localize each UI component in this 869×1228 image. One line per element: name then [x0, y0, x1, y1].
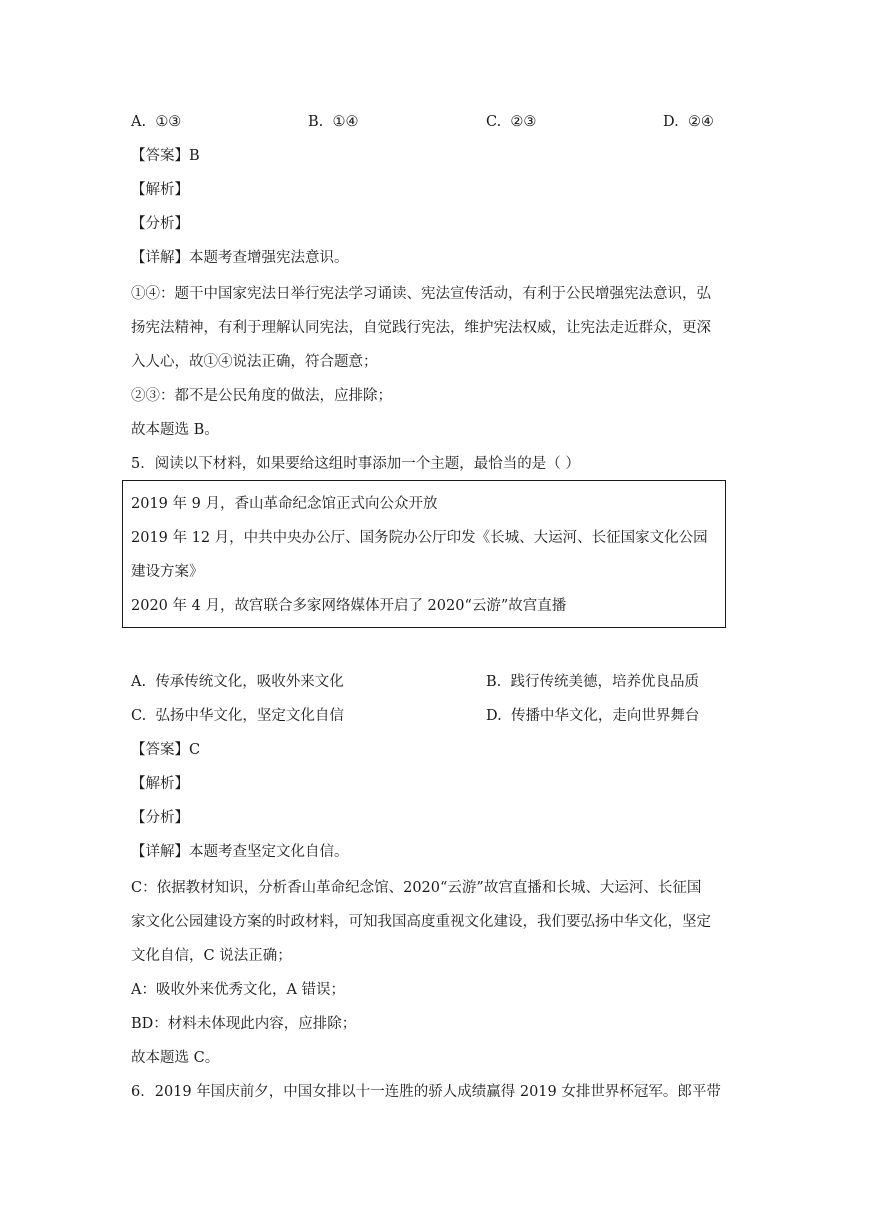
q4-option-c: C. ②③ — [486, 114, 537, 130]
q4-answer: 【答案】B — [131, 148, 200, 164]
q5-fenxi-heading: 【分析】 — [131, 810, 189, 826]
q5-explanation-line: 家文化公园建设方案的时政材料，可知我国高度重视文化建设，我们要弘扬中华文化，坚定 — [131, 914, 711, 930]
q5-material-line: 2019 年 12 月，中共中央办公厅、国务院办公厅印发《长城、大运河、长征国家文化公园 — [131, 530, 708, 546]
q4-conclusion: 故本题选 B。 — [131, 422, 219, 438]
q5-explanation-line: BD：材料未体现此内容，应排除； — [131, 1016, 357, 1032]
q4-explanation-line: ①④：题干中国家宪法日举行宪法学习诵读、宪法宣传活动，有利于公民增强宪法意识，弘 — [131, 286, 711, 302]
q4-fenxi-heading: 【分析】 — [131, 216, 189, 232]
q5-option-d: D. 传播中华文化，走向世界舞台 — [486, 708, 700, 724]
q5-option-c: C. 弘扬中华文化，坚定文化自信 — [131, 708, 344, 724]
q4-explanation-line: 扬宪法精神，有利于理解认同宪法，自觉践行宪法，维护宪法权威，让宪法走近群众，更深 — [131, 320, 711, 336]
q4-explanation-line: 入人心，故①④说法正确，符合题意； — [131, 354, 378, 370]
q5-explanation-line: C：依据教材知识，分析香山革命纪念馆、2020“云游”故宫直播和长城、大运河、长征国 — [131, 880, 702, 896]
q4-explanation-line: ②③：都不是公民角度的做法，应排除； — [131, 388, 392, 404]
q4-option-d: D. ②④ — [663, 114, 714, 130]
q4-option-b: B. ①④ — [308, 114, 359, 130]
q5-option-b: B. 践行传统美德，培养优良品质 — [486, 674, 699, 690]
q5-jiexi-heading: 【解析】 — [131, 776, 189, 792]
q5-explanation-line: A：吸收外来优秀文化，A 错误； — [131, 982, 346, 998]
q5-material-line: 建设方案》 — [131, 564, 204, 580]
q5-detail: 【详解】本题考查坚定文化自信。 — [131, 844, 349, 860]
q5-stem: 5．阅读以下材料，如果要给这组时事添加一个主题，最恰当的是（ ） — [131, 456, 580, 472]
q5-conclusion: 故本题选 C。 — [131, 1050, 220, 1066]
q5-option-a: A. 传承传统文化，吸收外来文化 — [131, 674, 344, 690]
q5-answer: 【答案】C — [131, 742, 201, 758]
q4-option-a: A. ①③ — [131, 114, 182, 130]
q4-detail: 【详解】本题考查增强宪法意识。 — [131, 250, 349, 266]
q6-stem: 6．2019 年国庆前夕，中国女排以十一连胜的骄人成绩赢得 2019 女排世界杯冠军。郎平带 — [131, 1084, 721, 1100]
q5-explanation-line: 文化自信，C 说法正确； — [131, 948, 292, 964]
q5-material-line: 2019 年 9 月，香山革命纪念馆正式向公众开放 — [131, 496, 438, 512]
q4-jiexi-heading: 【解析】 — [131, 182, 189, 198]
q5-material-line: 2020 年 4 月，故宫联合多家网络媒体开启了 2020“云游”故宫直播 — [131, 598, 567, 614]
